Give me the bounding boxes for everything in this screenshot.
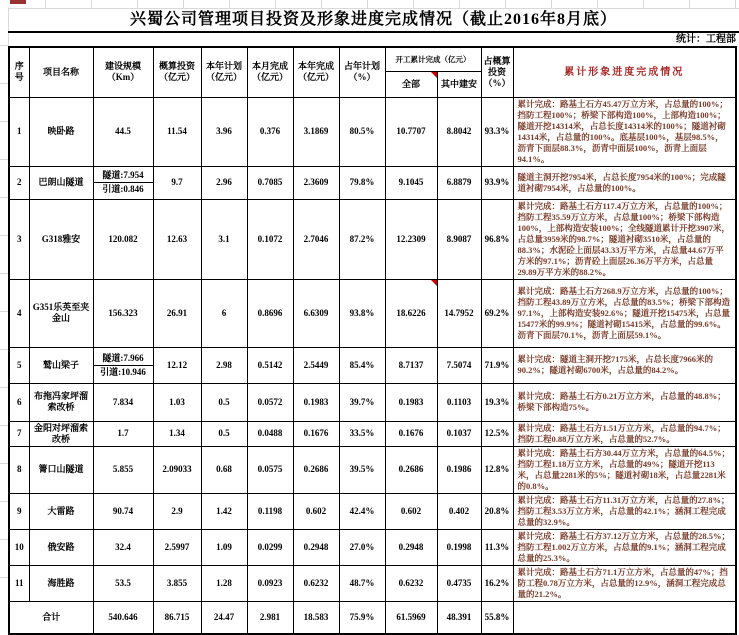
cell-year-done: 2.3609 [293,166,339,199]
cell-scale: 540.646 [93,601,153,634]
cell-pct-estimate: 93.3% [481,97,513,166]
cell-project-name: 布拖冯家坪溜索改桥 [29,383,93,421]
cell-scale: 7.834 [93,383,153,421]
cell-estimate: 1.34 [153,421,201,446]
cell-progress: 隧道主洞开挖7954米，占总长度7954米的100%；完成隧道衬砌7954米，占总量的100%。 [513,166,736,199]
cell-pct-year-plan: 42.4% [339,493,385,529]
cell-estimate: 12.12 [153,347,201,383]
cell-cum-all: 12.2309 [385,199,437,279]
cell-cum-constr: 0.1998 [437,529,481,565]
cell-cum-all [385,279,437,347]
cell-cum-constr: 14.7952 [437,279,481,347]
cell-pct-estimate: 12.8% [481,446,513,493]
cell-pct-estimate: 12.5% [481,421,513,446]
cell-pct-year-plan: 48.7% [339,565,385,601]
cell-year-plan: 0.5 [201,383,247,421]
cell-project-name: 海胜路 [29,565,93,601]
scale-tunnel: 隧道:7.954 [94,169,153,183]
cell-seq: 7 [9,421,29,446]
cell-progress: 累计完成：路基土石方71.1万立方米，占总量的47%；挡防工程0.78万立方米，占总量的12.9%，涵洞工程完成总量的21.2%。 [513,565,736,601]
cell-project-name: 俄安路 [29,529,93,565]
cell-scale [93,166,153,199]
cell-scale: 44.5 [93,97,153,166]
cell-pct-year-plan: 33.5% [339,421,385,446]
cell-progress: 累计完成：路基土石方1.51万立方米，占总量的94.7%；挡防工程0.88万立方米，占总量的52.7%。 [513,421,736,446]
cell-year-plan: 2.96 [201,166,247,199]
cell-scale: 32.4 [93,529,153,565]
cell-pct-year-plan: 75.9% [339,601,385,634]
col-header-estimate: 概算投资（亿元） [153,47,201,97]
total-row [9,601,736,634]
table-row [9,199,736,279]
cell-pct-estimate: 71.9% [481,347,513,383]
cell-year-plan: 1.42 [201,493,247,529]
cell-year-done: 0.1983 [293,383,339,421]
col-header-seq: 序号 [9,47,29,97]
cell-month-done: 0.8696 [247,279,293,347]
cell-cum-constr: 0.1986 [437,446,481,493]
cell-year-done: 2.7046 [293,199,339,279]
stats-byline: 统计：工程部 [8,31,739,46]
cell-cum-constr: 0.4735 [437,565,481,601]
cell-project-name: 箐口山隧道 [29,446,93,493]
cell-pct-estimate: 16.2% [481,565,513,601]
col-header-cum-all [385,71,437,97]
cell-month-done: 0.0488 [247,421,293,446]
cell-project-name: 巴朗山隧道 [29,166,93,199]
cell-estimate: 11.54 [153,97,201,166]
table-row [9,446,736,493]
cell-month-done: 0.376 [247,97,293,166]
cell-scale: 120.082 [93,199,153,279]
cell-pct-year-plan: 87.2% [339,199,385,279]
cell-pct-estimate: 93.9% [481,166,513,199]
col-header-cum-constr: 其中建安 [437,71,481,97]
cell-progress: 累计完成：路基土石方45.47万立方米，占总量的100%；挡防工程100%；桥梁下部构造100%，上部构造100%；隧道开挖14314米，占总长度14314米的100%；隧道衬砌14314米，占总量的100%。底基层100%，基层98.5%，沥青下面层88.3%，沥青中面层100%，沥青上面层94.1%。 [513,97,736,166]
cell-pct-estimate: 11.3% [481,529,513,565]
cell-year-plan: 0.68 [201,446,247,493]
cell-progress: 累计完成：路基土石方268.9万立方米，占总量的100%；挡防工程43.89万立方米，占总量的83.5%；桥梁下部构造97.1%，上部构造安装92.6%；隧道开挖15475米，占总量15477米的99.9%；隧道衬砌15415米，占总量的99.6%。沥青下面层70.1%，沥青上面层59.1%。 [513,279,736,347]
scale-approach: 引道:0.846 [102,184,144,194]
cell-pct-year-plan: 79.8% [339,166,385,199]
cell-progress: 累计完成：路基土石方30.44万立方米，占总量的64.5%；挡防工程1.18万立方米，占总量的49%；隧道开挖113米，占总量2281米的5%；隧道衬砌18米，占总量2281米的0.8%。 [513,446,736,493]
cell-progress [513,601,736,634]
cell-year-plan: 3.1 [201,199,247,279]
table-row [9,421,736,446]
cell-month-done: 0.1072 [247,199,293,279]
comment-marker-icon [431,280,437,286]
cell-scale: 156.323 [93,279,153,347]
cell-month-done: 0.0572 [247,383,293,421]
cell-progress: 累计完成：隧道主洞开挖7175米，占总长度7966米的90.2%；隧道衬砌6700米，占总量的84.2%。 [513,347,736,383]
cell-year-plan: 1.09 [201,529,247,565]
cell-estimate: 2.5997 [153,529,201,565]
cell-project-name: 金阳对坪溜索改桥 [29,421,93,446]
cell-cum-all: 0.6232 [385,565,437,601]
cell-cum-all: 0.2686 [385,446,437,493]
cell-year-plan: 3.96 [201,97,247,166]
col-header-year-done: 本年完成（亿元） [293,47,339,97]
cell-seq: 1 [9,97,29,166]
cell-seq: 4 [9,279,29,347]
cell-year-done: 2.5449 [293,347,339,383]
cell-year-plan: 1.28 [201,565,247,601]
cell-estimate: 9.7 [153,166,201,199]
cell-project-name: 大雷路 [29,493,93,529]
cell-seq: 10 [9,529,29,565]
cell-seq: 6 [9,383,29,421]
cell-estimate: 2.9 [153,493,201,529]
cell-cum-all: 0.602 [385,493,437,529]
col-header-pct-estimate: 占概算投资（%） [481,47,513,97]
cell-seq: 9 [9,493,29,529]
cell-estimate: 3.855 [153,565,201,601]
cell-pct-year-plan: 85.4% [339,347,385,383]
table-row [9,565,736,601]
cell-year-plan: 2.98 [201,347,247,383]
cell-cum-constr: 6.8879 [437,166,481,199]
cell-month-done: 2.981 [247,601,293,634]
cell-year-done: 18.583 [293,601,339,634]
comment-marker-icon [431,72,437,78]
cell-scale: 1.7 [93,421,153,446]
cell-year-done: 6.6309 [293,279,339,347]
cell-pct-year-plan: 80.5% [339,97,385,166]
col-header-cum-all-label: 全部 [401,78,420,89]
cell-estimate: 1.03 [153,383,201,421]
cell-progress: 累计完成：路基土石方117.4万立方米，占总量的100%；挡防工程35.59万立方米，占总量100%；桥梁下部构造100%，上部构造安装100%；全线隧道累计开挖3907米，占总量3959米的98.7%；隧道衬砌3510米，占总量的88.3%；水泥砼上面层43.33万平方米，占总量44.67万平方米的97.1%；沥青砼上面层26.36万平方米，占总量29.89万平方米的88.2%。 [513,199,736,279]
cell-cum-all: 8.7137 [385,347,437,383]
cell-progress: 累计完成：路基土石方0.21万立方米，占总量的48.8%；桥梁下部构造75%。 [513,383,736,421]
cell-cum-all: 10.7707 [385,97,437,166]
cell-year-done: 0.1676 [293,421,339,446]
cell-cum-constr: 48.391 [437,601,481,634]
cell-year-done: 0.602 [293,493,339,529]
cell-cum-all: 0.1676 [385,421,437,446]
cell-cum-all: 9.1045 [385,166,437,199]
col-header-year-plan: 本年计划（亿元） [201,47,247,97]
cell-year-done: 3.1869 [293,97,339,166]
cell-month-done: 0.0299 [247,529,293,565]
cell-cum-constr: 0.402 [437,493,481,529]
cell-seq: 8 [9,446,29,493]
cell-project-name: G318雅安 [29,199,93,279]
cell-scale: 53.5 [93,565,153,601]
cell-progress: 累计完成：路基土石方11.31万立方米，占总量的27.8%；挡防工程3.53万立方米，占总量的42.1%；涵洞工程完成总量的32.9%。 [513,493,736,529]
col-header-cum-group: 开工累计完成（亿元） [385,47,481,71]
cell-pct-year-plan: 27.0% [339,529,385,565]
table-row [9,383,736,421]
cell-month-done: 0.0575 [247,446,293,493]
cell-cum-constr: 0.1103 [437,383,481,421]
red-cell-fragment [10,0,26,4]
cell-pct-estimate: 69.2% [481,279,513,347]
cell-month-done: 0.0923 [247,565,293,601]
cell-seq: 5 [9,347,29,383]
cell-estimate: 12.63 [153,199,201,279]
cell-seq: 11 [9,565,29,601]
col-header-progress: 累计形象进度完成情况 [513,47,736,97]
cell-year-done: 0.6232 [293,565,339,601]
cell-cum-all: 0.1983 [385,383,437,421]
cell-total-label: 合计 [9,601,93,634]
cell-cum-constr: 8.8042 [437,97,481,166]
page-title: 兴蜀公司管理项目投资及形象进度完成情况（截止2016年8月底） [129,11,617,28]
cell-cum-all: 61.5969 [385,601,437,634]
cell-progress: 累计完成：路基土石方37.12万立方米，占总量的28.5%；挡防工程1.002万立方米，占总量的9.1%；涵洞工程完成总量的25.3%。 [513,529,736,565]
table-row [9,529,736,565]
cell-year-plan: 6 [201,279,247,347]
col-header-scale: 建设规模（Km） [93,47,153,97]
cell-pct-estimate: 20.8% [481,493,513,529]
cell-estimate: 86.715 [153,601,201,634]
cell-month-done: 0.5142 [247,347,293,383]
col-header-month-done: 本月完成（亿元） [247,47,293,97]
progress-table [8,46,737,635]
cell-seq: 2 [9,166,29,199]
cell-month-done: 0.1198 [247,493,293,529]
cell-estimate: 26.91 [153,279,201,347]
cell-scale: 5.855 [93,446,153,493]
cell-project-name: 鹫山梁子 [29,347,93,383]
cell-year-done: 0.2948 [293,529,339,565]
header-row-1 [9,47,736,71]
col-header-name: 项目名称 [29,47,93,97]
cell-year-plan: 24.47 [201,601,247,634]
table-row [9,493,736,529]
table-row [9,97,736,166]
cell-project-name: 映卧路 [29,97,93,166]
cell-cum-constr: 7.5074 [437,347,481,383]
cell-pct-estimate: 96.8% [481,199,513,279]
cell-pct-estimate: 55.8% [481,601,513,634]
scale-tunnel: 隧道:7.966 [94,352,153,366]
scale-approach: 引道:10.946 [100,366,146,377]
cell-pct-year-plan: 39.7% [339,383,385,421]
table-row [9,279,736,347]
cell-scale [93,347,153,383]
cell-scale: 90.74 [93,493,153,529]
cell-cum-constr: 0.1037 [437,421,481,446]
report-sheet [8,8,739,635]
cell-year-plan: 0.5 [201,421,247,446]
cell-year-done: 0.2686 [293,446,339,493]
table-row [9,166,736,199]
cell-cum-constr: 8.9087 [437,199,481,279]
cell-project-name: G351乐英至夹金山 [29,279,93,347]
cell-seq: 3 [9,199,29,279]
cell-month-done: 0.7085 [247,166,293,199]
cell-pct-year-plan: 39.5% [339,446,385,493]
col-header-pct-year-plan: 占年计划（%） [339,47,385,97]
cell-estimate: 2.09033 [153,446,201,493]
cell-cum-all: 0.2948 [385,529,437,565]
cell-pct-year-plan: 93.8% [339,279,385,347]
table-row [9,347,736,383]
cell-pct-estimate: 19.3% [481,383,513,421]
cell-cum-all-value: 18.6226 [396,307,426,318]
